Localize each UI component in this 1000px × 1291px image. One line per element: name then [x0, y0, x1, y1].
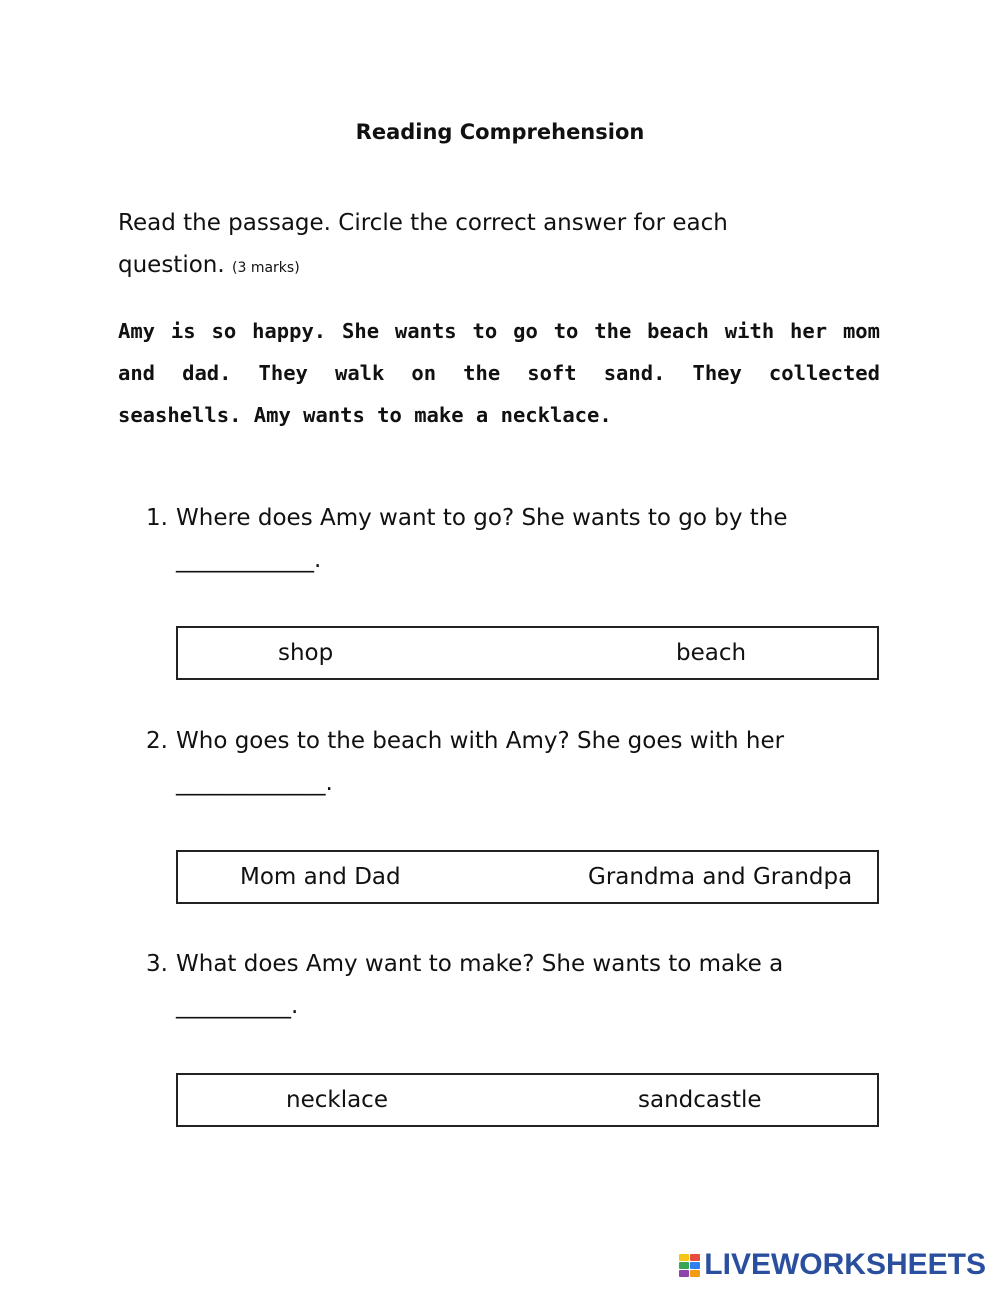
choice-box-3 — [176, 1073, 879, 1127]
question-text: Who goes to the beach with Amy? She goes with her — [176, 728, 785, 754]
choice-option[interactable]: Mom and Dad — [240, 864, 401, 890]
question-2 — [146, 728, 886, 796]
question-text: What does Amy want to make? She wants to make a — [176, 951, 784, 977]
question-text: Where does Amy want to go? She wants to go by the — [176, 505, 788, 531]
liveworksheets-brand[interactable] — [678, 1249, 986, 1281]
question-3 — [146, 951, 886, 1019]
question-1 — [146, 505, 886, 573]
liveworksheets-logo-icon — [678, 1253, 700, 1277]
instructions — [118, 202, 818, 289]
answer-blank: __________. — [176, 993, 299, 1019]
worksheet-title: Reading Comprehension — [355, 120, 645, 144]
choice-option[interactable]: Grandma and Grandpa — [588, 864, 853, 890]
question-number: 2. — [146, 728, 168, 754]
choice-option[interactable]: beach — [676, 640, 747, 666]
choice-option[interactable]: necklace — [286, 1087, 388, 1113]
question-number: 3. — [146, 951, 168, 977]
choice-box-1 — [176, 626, 879, 680]
choice-option[interactable]: shop — [278, 640, 334, 666]
brand-name: LIVEWORKSHEETS — [704, 1248, 986, 1281]
choice-box-2 — [176, 850, 879, 904]
question-number: 1. — [146, 505, 168, 531]
marks-label: (3 marks) — [232, 260, 300, 276]
answer-blank: _____________. — [176, 770, 333, 796]
choice-option[interactable]: sandcastle — [638, 1087, 762, 1113]
answer-blank: ____________. — [176, 547, 322, 573]
instructions-text: Read the passage. Circle the correct answer for each question. — [118, 210, 728, 278]
reading-passage: Amy is so happy. She wants to go to the beach with her mom and dad. They walk on the soft sand. They collected seashells. Amy wants to make a necklace. — [118, 319, 880, 427]
